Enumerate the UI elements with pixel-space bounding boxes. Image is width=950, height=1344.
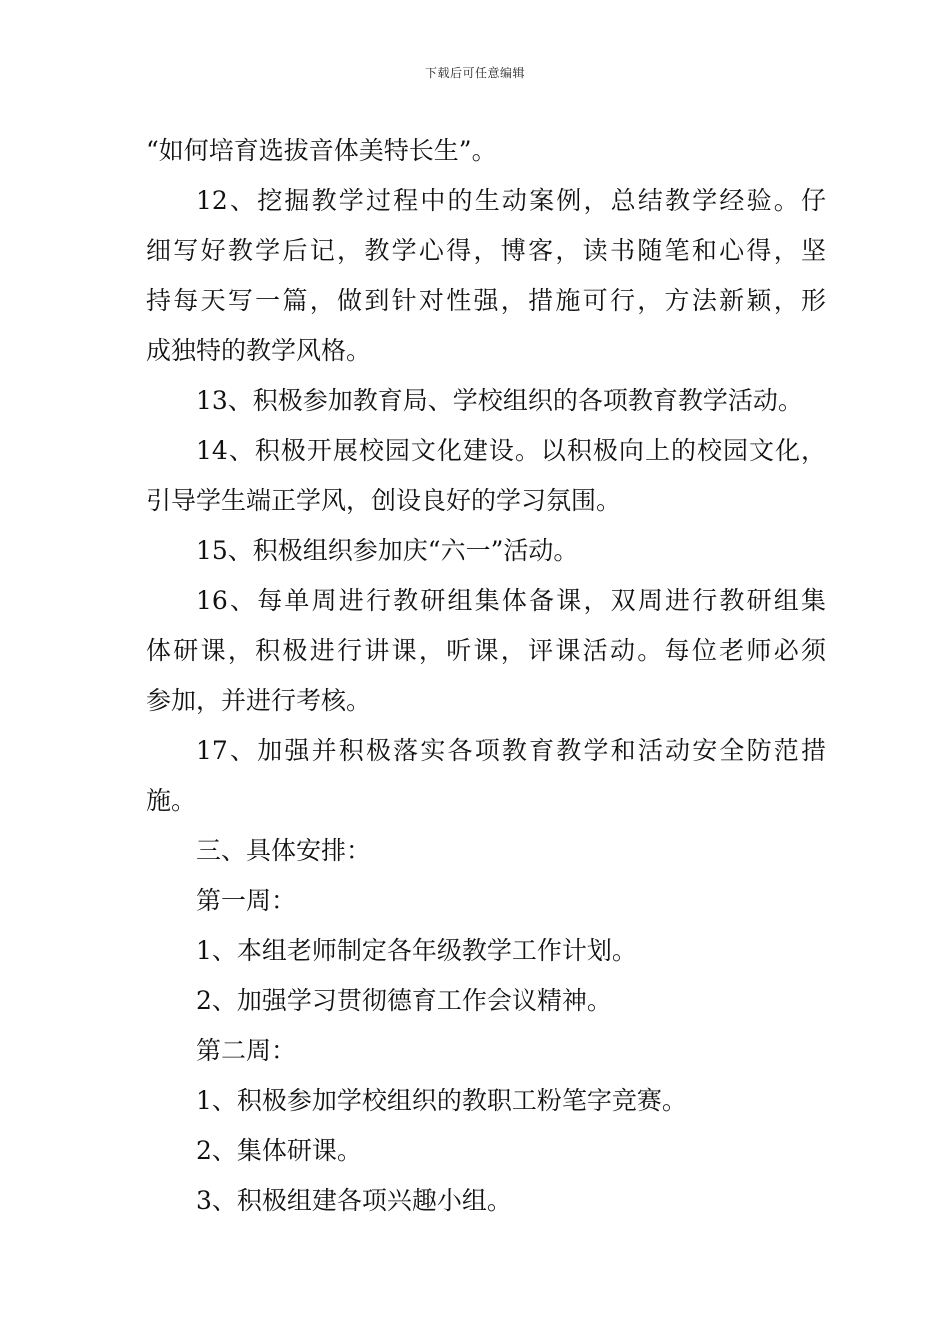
text-line: 2、集体研课。 bbox=[196, 1136, 362, 1165]
text-line: 1、积极参加学校组织的教职工粉笔字竞赛。 bbox=[196, 1086, 687, 1115]
text-line: 第一周： bbox=[196, 886, 297, 915]
text-line: 参加，并进行考核。 bbox=[146, 686, 372, 715]
text-line: 持每天写一篇，做到针对性强，措施可行，方法新颖，形 bbox=[146, 286, 826, 315]
text-line: 三、具体安排： bbox=[196, 836, 372, 865]
text-line: 1、本组老师制定各年级教学工作计划。 bbox=[196, 936, 637, 965]
text-line: 16、每单周进行教研组集体备课，双周进行教研组集 bbox=[196, 586, 826, 615]
text-line: 成独特的教学风格。 bbox=[146, 336, 372, 365]
text-line: 17、加强并积极落实各项教育教学和活动安全防范措 bbox=[196, 736, 826, 765]
text-line: 14、积极开展校园文化建设。以积极向上的校园文化， bbox=[196, 436, 826, 465]
text-line: “如何培育选拔音体美特长生”。 bbox=[146, 136, 497, 165]
page-header: 下载后可任意编辑 bbox=[424, 66, 525, 80]
text-line: 3、积极组建各项兴趣小组。 bbox=[196, 1186, 512, 1215]
text-line: 2、加强学习贯彻德育工作会议精神。 bbox=[196, 986, 612, 1015]
text-line: 细写好教学后记，教学心得，博客，读书随笔和心得，坚 bbox=[146, 236, 826, 265]
text-line: 13、积极参加教育局、学校组织的各项教育教学活动。 bbox=[196, 386, 803, 415]
text-line: 15、积极组织参加庆“六一”活动。 bbox=[196, 536, 579, 565]
text-line: 12、挖掘教学过程中的生动案例，总结教学经验。仔 bbox=[196, 186, 826, 215]
text-line: 施。 bbox=[146, 786, 197, 815]
text-line: 体研课，积极进行讲课，听课，评课活动。每位老师必须 bbox=[146, 636, 826, 665]
document-body bbox=[146, 126, 826, 1226]
text-line: 第二周： bbox=[196, 1036, 297, 1065]
text-line: 引导学生端正学风，创设良好的学习氛围。 bbox=[146, 486, 622, 515]
